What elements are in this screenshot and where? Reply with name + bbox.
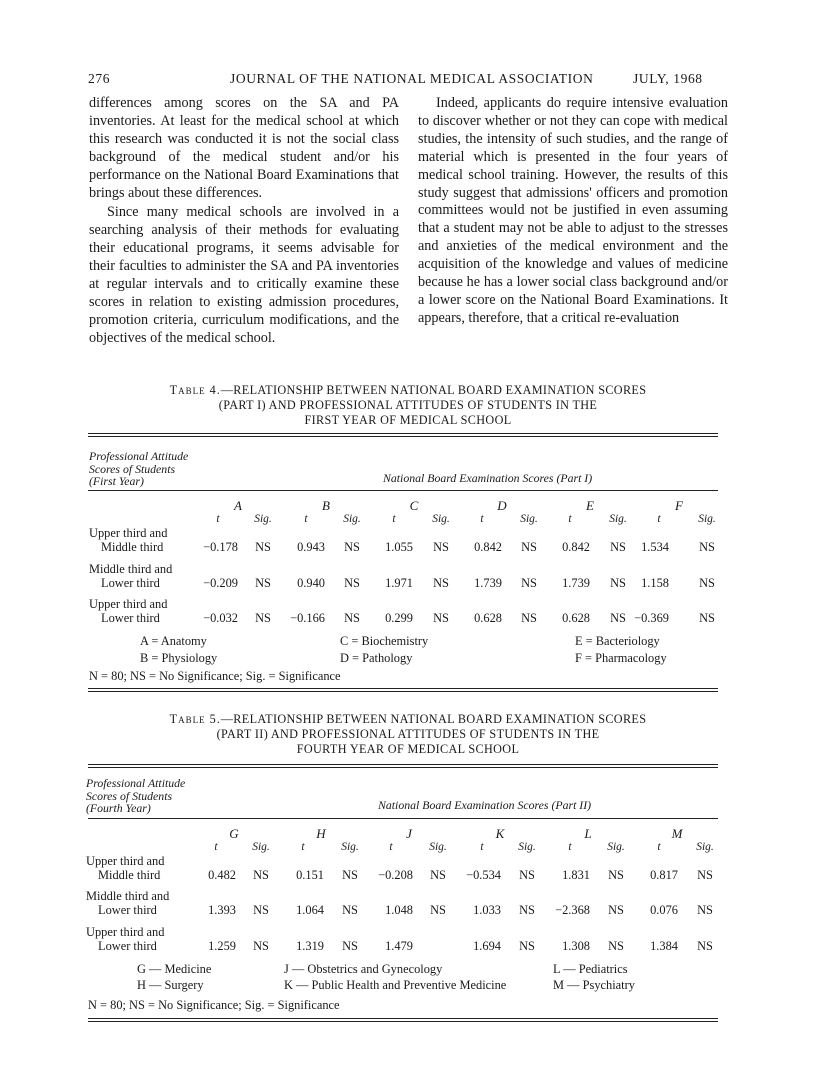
cell-sig: NS [433,540,449,554]
table4-caption-line1: —RELATIONSHIP BETWEEN NATIONAL BOARD EXAMINATION SCORES [220,383,647,397]
table5-header-rule [88,818,718,819]
column-sig-header: Sig. [696,841,714,853]
column-t-header: t [568,513,572,525]
column-letter-k: K [495,826,505,841]
cell-sig: NS [610,576,626,590]
row-label: Upper third and Lower third [86,925,165,953]
cell-sig: NS [697,939,713,953]
cell-sig: NS [521,540,537,554]
table5-top-rule-2 [88,767,718,768]
column-sig-header: Sig. [518,841,536,853]
cell-sig: NS [521,576,537,590]
table4-header-rule [88,490,718,491]
table5-top-rule [88,764,718,765]
column-t-header: t [216,513,220,525]
column-sig-header: Sig. [341,841,359,853]
cell-t-value: 0.842 [474,540,502,554]
cell-t-value: 0.628 [474,611,502,625]
cell-t-value: 1.739 [474,576,502,590]
table5-bottom-rule-2 [88,1021,718,1022]
cell-t-value: 0.482 [208,868,236,882]
body-paragraph: differences among scores on the SA and PA inventories. At least for the medical school at which this research was conducted it is not the social class background of the medical student and/or his performance on the National Board Examinations that brings about these differences. [89,95,399,201]
issue-date: JULY, 1968 [633,71,703,86]
legend-k: K — Public Health and Preventive Medicine [284,978,507,992]
cell-t-value: −0.032 [203,611,238,625]
cell-sig: NS [697,903,713,917]
table4-top-rule [88,433,718,434]
page-number: 276 [88,71,111,86]
cell-t-value: 1.048 [385,903,413,917]
column-letter-j: J [406,826,412,841]
column-letter-d: D [497,498,507,513]
legend-m: M — Psychiatry [553,978,635,992]
column-sig-header: Sig. [607,841,625,853]
journal-title: JOURNAL OF THE NATIONAL MEDICAL ASSOCIATION [230,71,594,86]
column-letter-b: B [322,498,330,513]
table5-stub-header: Professional Attitude Scores of Students (Fourth Year) [86,776,186,815]
cell-sig: NS [344,611,360,625]
table4-stub-header: Professional Attitude Scores of Students (First Year) [89,449,189,488]
row-label: Upper third and Lower third [89,597,168,625]
cell-t-value: 1.064 [296,903,324,917]
cell-sig: NS [699,540,715,554]
cell-t-value: 0.817 [650,868,678,882]
legend-j: J — Obstetrics and Gynecology [284,962,443,976]
cell-t-value: 0.151 [296,868,324,882]
table5-bottom-rule [88,1018,718,1019]
cell-sig: NS [608,903,624,917]
cell-sig: NS [519,939,535,953]
cell-sig: NS [255,576,271,590]
legend-b: B = Physiology [140,651,218,665]
row-label: Upper third and Middle third [89,526,168,554]
cell-t-value: 0.299 [385,611,413,625]
column-t-header: t [568,841,572,853]
row-label: Upper third and Middle third [86,854,165,882]
cell-t-value: 0.628 [562,611,590,625]
legend-h: H — Surgery [137,978,204,992]
legend-f: F = Pharmacology [575,651,667,665]
cell-sig: NS [519,868,535,882]
cell-t-value: −0.208 [378,868,413,882]
table4-bottom-rule-2 [88,691,718,692]
legend-e: E = Bacteriology [575,634,660,648]
cell-t-value: 0.842 [562,540,590,554]
cell-sig: NS [521,611,537,625]
cell-sig: NS [699,576,715,590]
cell-t-value: 0.076 [650,903,678,917]
table4-caption [80,383,736,428]
cell-t-value: 1.259 [208,939,236,953]
row-label: Middle third and Lower third [89,562,173,590]
cell-t-value: 0.943 [297,540,325,554]
cell-sig: NS [255,540,271,554]
table5-footnote: N = 80; NS = No Significance; Sig. = Significance [88,998,340,1012]
cell-sig: NS [255,611,271,625]
column-t-header: t [389,841,393,853]
body-paragraph: Indeed, applicants do require intensive evaluation to discover whether or not they can cope with medical studies, the intensity of such studies, and the range of material which is presented in the four years of medical school training. However, the results of this study suggest that admissions' officers and promotion committees would not be justified in even assuming that a student may not be able to adjust to the stresses and anxieties of the medical environment and the acquisition of the knowledge and values of medicine because he has a lower social class background and/or a lower score on the National Board Examinations. It appears, therefore, that a critical re-evaluation [418,95,728,326]
cell-sig: NS [610,611,626,625]
cell-t-value: 1.971 [385,576,413,590]
cell-t-value: 1.033 [473,903,501,917]
column-t-header: t [657,513,661,525]
column-sig-header: Sig. [429,841,447,853]
cell-t-value: 1.479 [385,939,413,953]
column-letter-m: M [671,826,683,841]
column-t-header: t [304,513,308,525]
cell-t-value: −0.166 [290,611,325,625]
cell-sig: NS [344,540,360,554]
column-sig-header: Sig. [698,513,716,525]
table5-caption [80,712,736,757]
cell-t-value: −0.209 [203,576,238,590]
column-t-header: t [392,513,396,525]
cell-t-value: 1.158 [641,576,669,590]
cell-t-value: 1.055 [385,540,413,554]
column-letter-f: F [675,498,683,513]
column-sig-header: Sig. [254,513,272,525]
cell-t-value: 1.319 [296,939,324,953]
column-letter-g: G [229,826,239,841]
cell-sig: NS [342,903,358,917]
cell-sig: NS [697,868,713,882]
left-column [89,95,399,348]
table4-bottom-rule [88,688,718,689]
cell-sig: NS [342,868,358,882]
cell-t-value: −0.178 [203,540,238,554]
legend-a: A = Anatomy [140,634,207,648]
cell-t-value: 1.393 [208,903,236,917]
cell-sig: NS [699,611,715,625]
right-column [418,95,728,328]
column-letter-a: A [234,498,242,513]
cell-t-value: 1.694 [473,939,501,953]
cell-sig: NS [519,903,535,917]
cell-sig: NS [344,576,360,590]
column-sig-header: Sig. [343,513,361,525]
table4-spanner: National Board Examination Scores (Part I) [383,471,593,485]
column-t-header: t [480,841,484,853]
cell-t-value: −0.534 [466,868,501,882]
table5-spanner: National Board Examination Scores (Part II) [378,798,592,812]
cell-t-value: −0.369 [634,611,669,625]
column-t-header: t [301,841,305,853]
cell-sig: NS [608,868,624,882]
table4-caption-line3: FIRST YEAR OF MEDICAL SCHOOL [304,413,512,427]
column-letter-e: E [586,498,594,513]
table5-caption-line2: (PART II) AND PROFESSIONAL ATTITUDES OF STUDENTS IN THE [216,727,600,741]
body-paragraph: Since many medical schools are involved in a searching analysis of their methods for evaluating their educational programs, it seems advisable for their faculties to administer the SA and PA inventories at regular intervals and to critically examine these scores in relation to existing admission procedures, promotion criteria, curriculum modifications, and the objectives of the medical school. [89,204,399,346]
cell-t-value: 1.739 [562,576,590,590]
cell-t-value: −2.368 [555,903,590,917]
cell-sig: NS [610,540,626,554]
cell-sig: NS [253,868,269,882]
cell-t-value: 1.308 [562,939,590,953]
table4-top-rule-2 [88,436,718,437]
legend-g: G — Medicine [137,962,212,976]
column-letter-c: C [409,498,419,513]
cell-sig: NS [253,939,269,953]
legend-c: C = Biochemistry [340,634,429,648]
column-sig-header: Sig. [609,513,627,525]
column-letter-l: L [584,826,592,841]
column-t-header: t [480,513,484,525]
row-label: Middle third and Lower third [86,889,170,917]
table4-caption-line2: (PART I) AND PROFESSIONAL ATTITUDES OF STUDENTS IN THE [218,398,598,412]
cell-sig: NS [433,611,449,625]
column-letter-h: H [316,826,326,841]
column-sig-header: Sig. [520,513,538,525]
column-sig-header: Sig. [432,513,450,525]
cell-t-value: 1.831 [562,868,590,882]
cell-t-value: 0.940 [297,576,325,590]
table4-footnote: N = 80; NS = No Significance; Sig. = Significance [89,669,341,683]
cell-sig: NS [253,903,269,917]
cell-sig: NS [342,939,358,953]
cell-sig: NS [608,939,624,953]
cell-t-value: 1.534 [641,540,669,554]
cell-sig: NS [430,903,446,917]
column-t-header: t [214,841,218,853]
cell-t-value: 1.384 [650,939,678,953]
legend-d: D = Pathology [340,651,413,665]
table4-label: Table 4. [169,383,221,397]
column-t-header: t [657,841,661,853]
legend-l: L — Pediatrics [553,962,628,976]
cell-sig: NS [433,576,449,590]
cell-sig: NS [430,868,446,882]
table5-caption-line3: FOURTH YEAR OF MEDICAL SCHOOL [296,742,520,756]
table5-caption-line1: —RELATIONSHIP BETWEEN NATIONAL BOARD EXAMINATION SCORES [220,712,647,726]
column-sig-header: Sig. [252,841,270,853]
table5-label: Table 5. [169,712,221,726]
